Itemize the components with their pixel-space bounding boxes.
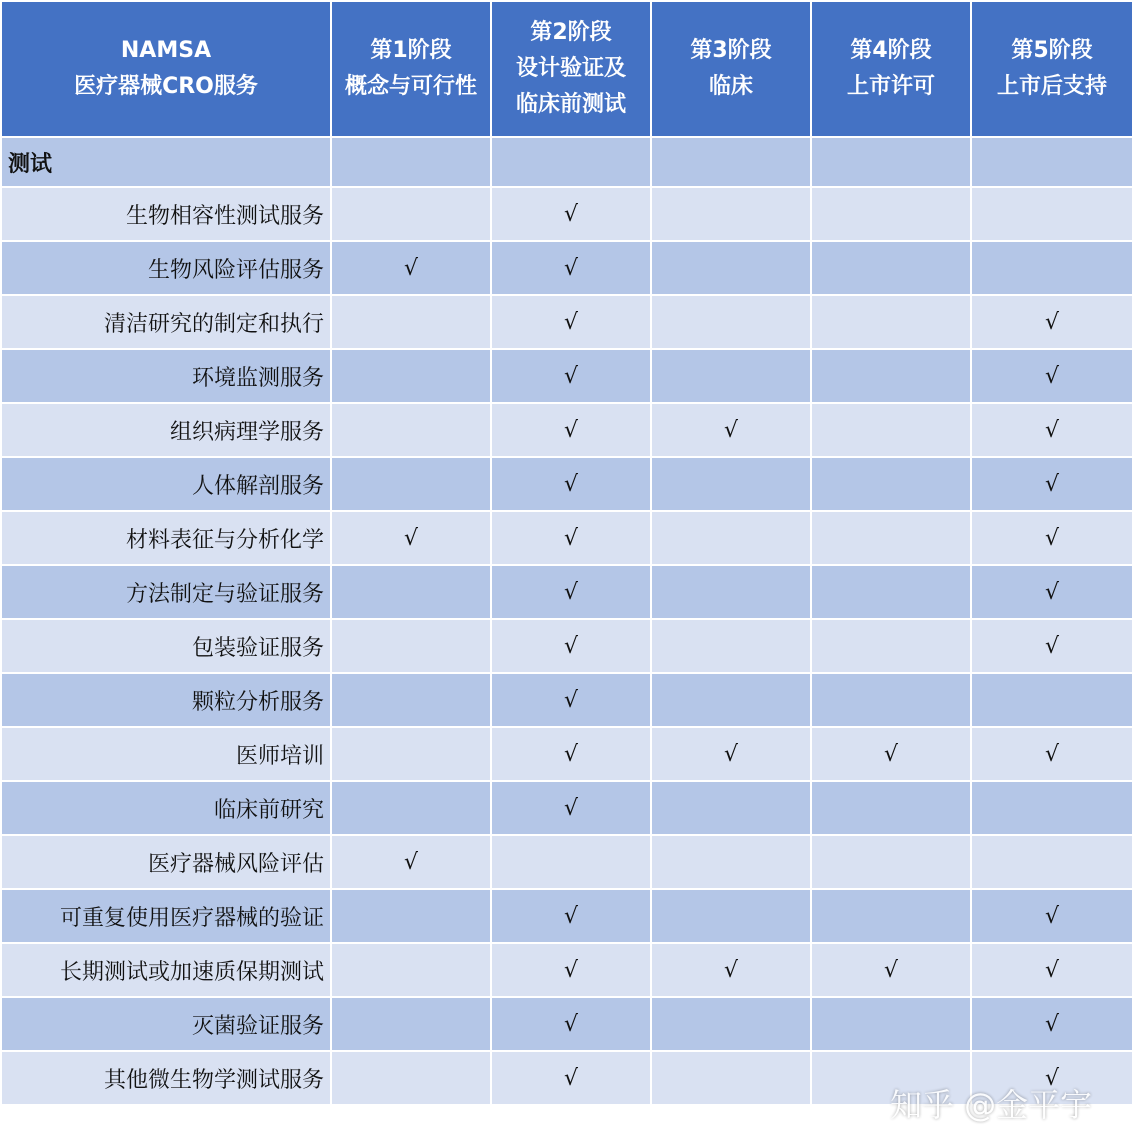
table-row <box>1 943 1132 997</box>
service-name: 颗粒分析服务 <box>1 673 331 727</box>
check-mark-stage-2: √ <box>491 295 651 349</box>
empty-cell <box>331 943 491 997</box>
empty-cell <box>651 295 811 349</box>
empty-cell <box>331 997 491 1051</box>
empty-cell <box>651 619 811 673</box>
check-mark-stage-5: √ <box>971 349 1132 403</box>
empty-cell <box>651 565 811 619</box>
service-name: 其他微生物学测试服务 <box>1 1051 331 1105</box>
empty-cell <box>971 835 1132 889</box>
empty-cell <box>651 1051 811 1105</box>
service-name: 长期测试或加速质保期测试 <box>1 943 331 997</box>
empty-cell <box>811 997 971 1051</box>
empty-cell <box>811 889 971 943</box>
empty-cell <box>811 137 971 187</box>
header-service-column: NAMSA 医疗器械CRO服务 <box>1 1 331 137</box>
empty-cell <box>331 457 491 511</box>
header-stage-2: 第2阶段 设计验证及 临床前测试 <box>491 1 651 137</box>
empty-cell <box>971 241 1132 295</box>
check-mark-stage-1: √ <box>331 511 491 565</box>
empty-cell <box>491 835 651 889</box>
empty-cell <box>651 997 811 1051</box>
check-mark-stage-4: √ <box>811 727 971 781</box>
empty-cell <box>811 673 971 727</box>
empty-cell <box>811 349 971 403</box>
check-mark-stage-5: √ <box>971 565 1132 619</box>
table-row <box>1 619 1132 673</box>
empty-cell <box>811 619 971 673</box>
check-mark-stage-2: √ <box>491 241 651 295</box>
empty-cell <box>811 295 971 349</box>
empty-cell <box>651 781 811 835</box>
empty-cell <box>331 295 491 349</box>
service-name: 生物相容性测试服务 <box>1 187 331 241</box>
service-name: 医师培训 <box>1 727 331 781</box>
check-mark-stage-1: √ <box>331 835 491 889</box>
empty-cell <box>331 1051 491 1105</box>
empty-cell <box>971 781 1132 835</box>
check-mark-stage-5: √ <box>971 457 1132 511</box>
empty-cell <box>811 781 971 835</box>
table-row <box>1 835 1132 889</box>
empty-cell <box>651 457 811 511</box>
check-mark-stage-5: √ <box>971 403 1132 457</box>
empty-cell <box>331 565 491 619</box>
check-mark-stage-2: √ <box>491 997 651 1051</box>
service-name: 医疗器械风险评估 <box>1 835 331 889</box>
check-mark-stage-2: √ <box>491 781 651 835</box>
service-name: 清洁研究的制定和执行 <box>1 295 331 349</box>
service-name: 人体解剖服务 <box>1 457 331 511</box>
check-mark-stage-2: √ <box>491 619 651 673</box>
table-row <box>1 781 1132 835</box>
table-row <box>1 889 1132 943</box>
check-mark-stage-5: √ <box>971 295 1132 349</box>
check-mark-stage-2: √ <box>491 1051 651 1105</box>
empty-cell <box>651 137 811 187</box>
header-stage-5: 第5阶段 上市后支持 <box>971 1 1132 137</box>
section-row <box>1 137 1132 187</box>
empty-cell <box>811 511 971 565</box>
check-mark-stage-2: √ <box>491 349 651 403</box>
table-row <box>1 673 1132 727</box>
check-mark-stage-3: √ <box>651 403 811 457</box>
empty-cell <box>971 137 1132 187</box>
watermark: 知乎 @金平宇 <box>890 1086 1093 1124</box>
header-stage-3: 第3阶段 临床 <box>651 1 811 137</box>
empty-cell <box>331 619 491 673</box>
service-name: 组织病理学服务 <box>1 403 331 457</box>
check-mark-stage-5: √ <box>971 1051 1132 1105</box>
empty-cell <box>811 457 971 511</box>
check-mark-stage-3: √ <box>651 727 811 781</box>
table-row <box>1 187 1132 241</box>
check-mark-stage-2: √ <box>491 403 651 457</box>
table-row <box>1 349 1132 403</box>
empty-cell <box>331 349 491 403</box>
empty-cell <box>331 727 491 781</box>
empty-cell <box>651 511 811 565</box>
empty-cell <box>331 781 491 835</box>
empty-cell <box>651 673 811 727</box>
check-mark-stage-5: √ <box>971 943 1132 997</box>
table-row <box>1 295 1132 349</box>
check-mark-stage-1: √ <box>331 241 491 295</box>
empty-cell <box>331 403 491 457</box>
check-mark-stage-2: √ <box>491 511 651 565</box>
empty-cell <box>651 349 811 403</box>
check-mark-stage-2: √ <box>491 565 651 619</box>
check-mark-stage-5: √ <box>971 619 1132 673</box>
header-row <box>1 1 1132 137</box>
check-mark-stage-2: √ <box>491 457 651 511</box>
check-mark-stage-5: √ <box>971 511 1132 565</box>
header-stage-1: 第1阶段 概念与可行性 <box>331 1 491 137</box>
empty-cell <box>811 187 971 241</box>
empty-cell <box>331 137 491 187</box>
empty-cell <box>971 187 1132 241</box>
check-mark-stage-2: √ <box>491 187 651 241</box>
empty-cell <box>651 241 811 295</box>
service-name: 可重复使用医疗器械的验证 <box>1 889 331 943</box>
empty-cell <box>971 673 1132 727</box>
table-row <box>1 565 1132 619</box>
empty-cell <box>811 241 971 295</box>
service-name: 生物风险评估服务 <box>1 241 331 295</box>
empty-cell <box>651 889 811 943</box>
check-mark-stage-5: √ <box>971 727 1132 781</box>
empty-cell <box>811 565 971 619</box>
check-mark-stage-4: √ <box>811 943 971 997</box>
empty-cell <box>331 889 491 943</box>
empty-cell <box>331 187 491 241</box>
service-name: 临床前研究 <box>1 781 331 835</box>
check-mark-stage-2: √ <box>491 673 651 727</box>
table-row <box>1 403 1132 457</box>
header-stage-4: 第4阶段 上市许可 <box>811 1 971 137</box>
service-name: 灭菌验证服务 <box>1 997 331 1051</box>
table-row <box>1 511 1132 565</box>
table-row <box>1 727 1132 781</box>
table-row <box>1 241 1132 295</box>
empty-cell <box>811 835 971 889</box>
check-mark-stage-5: √ <box>971 889 1132 943</box>
service-name: 环境监测服务 <box>1 349 331 403</box>
table-row <box>1 997 1132 1051</box>
check-mark-stage-3: √ <box>651 943 811 997</box>
empty-cell <box>491 137 651 187</box>
service-name: 方法制定与验证服务 <box>1 565 331 619</box>
check-mark-stage-2: √ <box>491 943 651 997</box>
empty-cell <box>651 835 811 889</box>
service-name: 包装验证服务 <box>1 619 331 673</box>
check-mark-stage-5: √ <box>971 997 1132 1051</box>
empty-cell <box>651 187 811 241</box>
check-mark-stage-2: √ <box>491 727 651 781</box>
table-row <box>1 457 1132 511</box>
section-label: 测试 <box>1 137 331 187</box>
empty-cell <box>331 673 491 727</box>
empty-cell <box>811 403 971 457</box>
check-mark-stage-2: √ <box>491 889 651 943</box>
service-name: 材料表征与分析化学 <box>1 511 331 565</box>
